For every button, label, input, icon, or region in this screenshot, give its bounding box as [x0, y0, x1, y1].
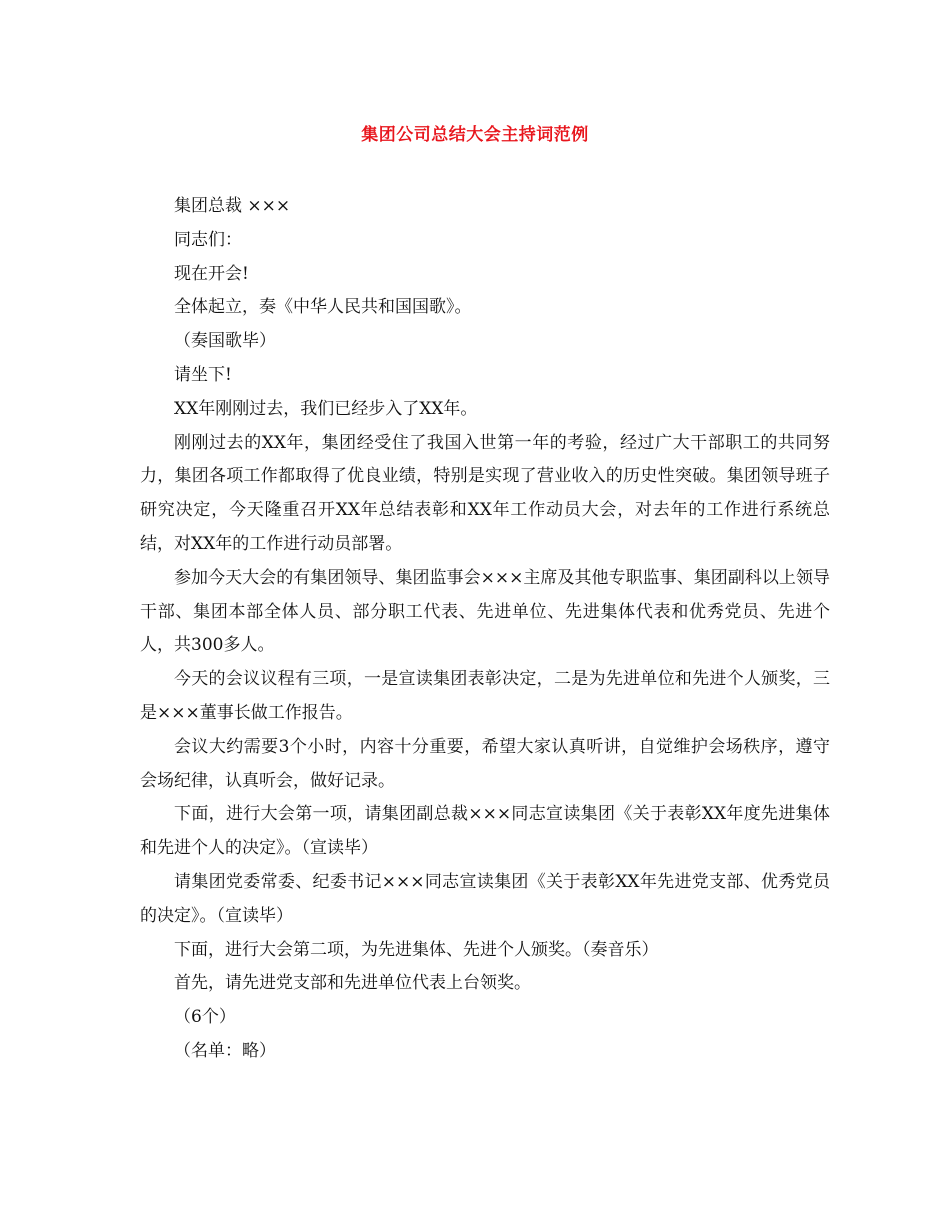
paragraph: 今天的会议议程有三项，一是宣读集团表彰决定，二是为先进单位和先进个人颁奖，三是×××董事长做工作报告。 [140, 669, 830, 723]
paragraph: （6个） [174, 1007, 236, 1028]
paragraph: （名单：略） [174, 1040, 276, 1061]
paragraph: 请集团党委常委、纪委书记×××同志宣读集团《关于表彰XX年先进党支部、优秀党员的决定》。（宣读毕） [140, 871, 830, 926]
document-body [140, 190, 830, 1069]
document-title: 集团公司总结大会主持词范例 [361, 125, 589, 145]
paragraph: 刚刚过去的XX年，集团经受住了我国入世第一年的考验，经过广大干部职工的共同努力，集团各项工作都取得了优良业绩，特别是实现了营业收入的历史性突破。集团领导班子研究决定，今天隆重召开XX年总结表彰和XX年工作动员大会，对去年的工作进行系统总结，对XX年的工作进行动员部署。 [140, 432, 830, 554]
paragraph: 全体起立，奏《中华人民共和国国歌》。 [174, 297, 472, 318]
paragraph: （奏国歌毕） [174, 331, 276, 352]
paragraph: 请坐下! [174, 364, 232, 385]
paragraph: 现在开会! [174, 263, 249, 284]
paragraph: XX年刚刚过去，我们已经步入了XX年。 [174, 398, 478, 419]
paragraph: 同志们： [174, 229, 242, 250]
speaker-line: 集团总裁 ××× [174, 196, 291, 216]
paragraph: 参加今天大会的有集团领导、集团监事会×××主席及其他专职监事、集团副科以上领导干部、集团本部全体人员、部分职工代表、先进单位、先进集体代表和优秀党员、先进个人，共300多人。 [140, 567, 830, 656]
paragraph: 下面，进行大会第一项，请集团副总裁×××同志宣读集团《关于表彰XX年度先进集体和先进个人的决定》。（宣读毕） [140, 804, 830, 859]
paragraph: 下面，进行大会第二项，为先进集体、先进个人颁奖。（奏音乐） [174, 939, 659, 960]
paragraph: 会议大约需要3个小时，内容十分重要，希望大家认真听讲，自觉维护会场秩序，遵守会场纪律，认真听会，做好记录。 [140, 736, 830, 791]
paragraph: 首先，请先进党支部和先进单位代表上台领奖。 [174, 973, 531, 994]
